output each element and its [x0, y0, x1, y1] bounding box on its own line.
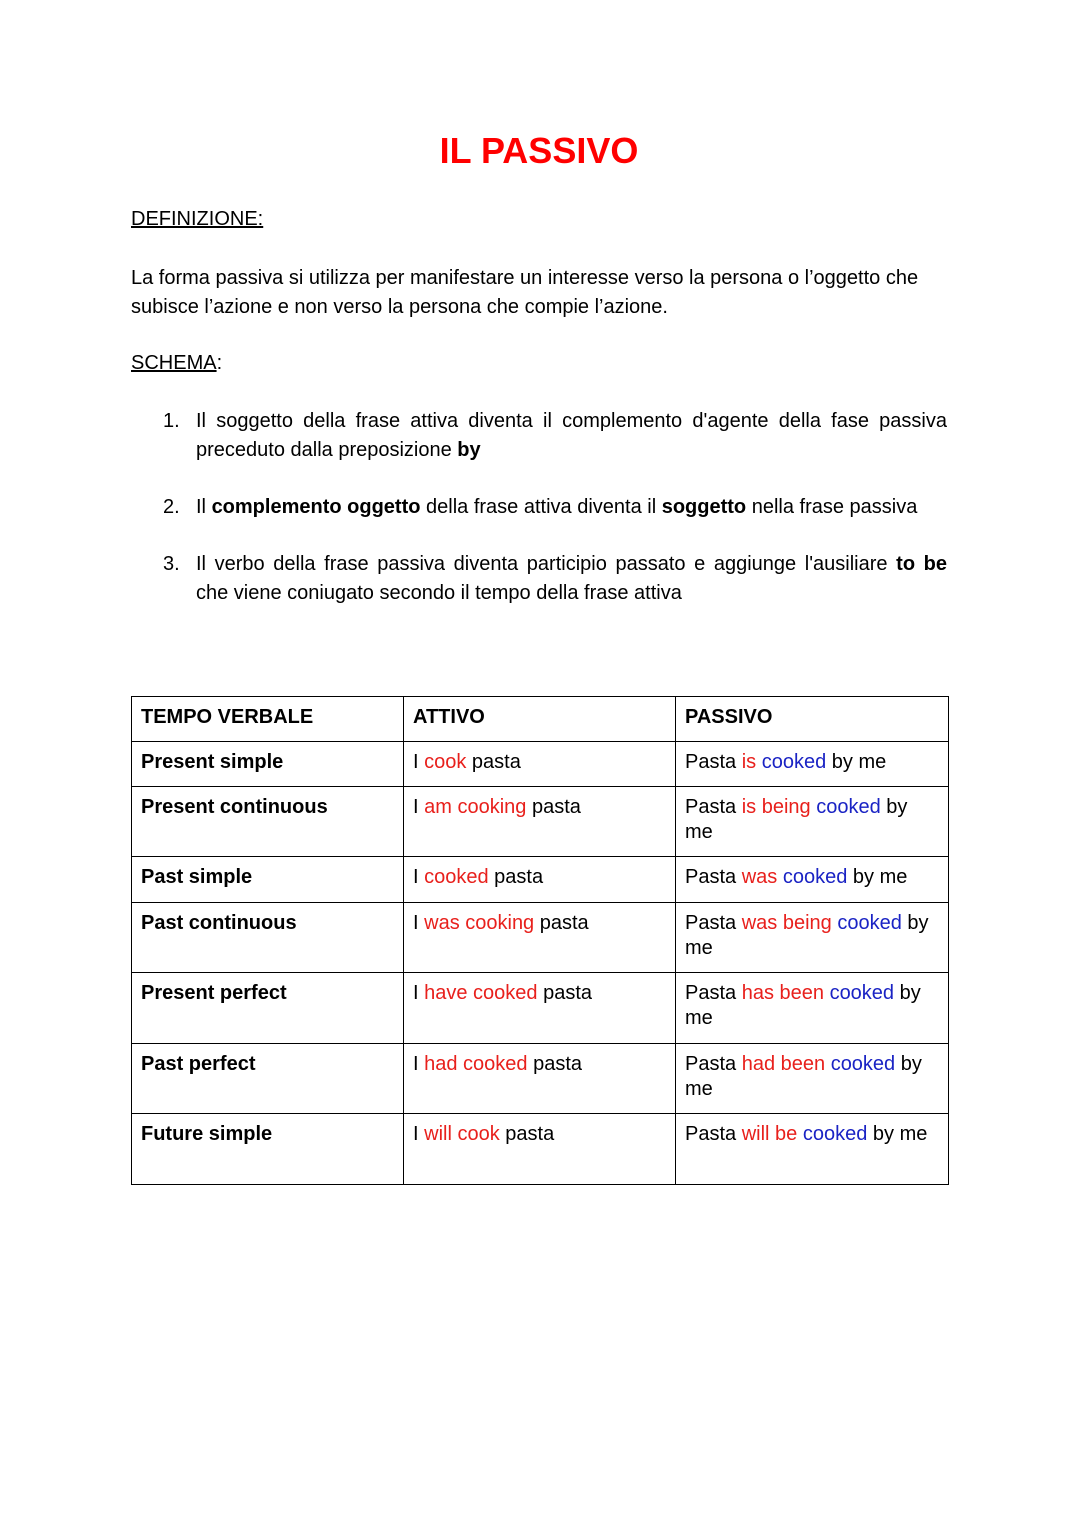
passive-participle: cooked	[761, 751, 827, 773]
active-verb: cook	[424, 751, 467, 773]
passive-participle: cooked	[829, 982, 895, 1004]
step-text: Il soggetto della frase attiva diventa il complemento d'agente della fase passiva preceduto dalla preposizione	[196, 410, 947, 461]
schema-steps-list	[131, 407, 947, 636]
active-cell	[404, 903, 676, 973]
table-row	[132, 903, 949, 973]
active-cell	[404, 973, 676, 1044]
active-object: pasta	[526, 796, 581, 818]
header-passivo: PASSIVO	[676, 697, 949, 742]
active-subject: I	[413, 751, 425, 773]
passive-agent: by me	[685, 982, 921, 1029]
active-subject: I	[413, 982, 425, 1004]
header-attivo: ATTIVO	[404, 697, 676, 742]
passive-agent: by me	[685, 912, 929, 959]
passive-participle: cooked	[782, 866, 848, 888]
tense-cell: Future simple	[132, 1114, 404, 1185]
passive-auxiliary: was being	[741, 912, 832, 934]
tense-cell: Past perfect	[132, 1044, 404, 1114]
table-header-row	[132, 697, 949, 742]
passive-subject: Pasta	[685, 1123, 742, 1145]
active-object: pasta	[527, 1053, 583, 1075]
passive-cell	[676, 742, 949, 787]
passive-cell	[676, 1114, 949, 1185]
table-row	[132, 857, 949, 903]
tense-cell: Past simple	[132, 857, 404, 903]
step-bold: complemento oggetto	[211, 496, 421, 518]
definition-text: La forma passiva si utilizza per manifestare un interesse verso la persona o l’oggetto che subisce l’azione e non verso la persona che compie l’azione.	[131, 267, 919, 318]
table-row	[132, 973, 949, 1044]
passive-auxiliary: was	[741, 866, 778, 888]
step-text: nella frase passiva	[746, 496, 918, 518]
step-text: Il verbo della frase passiva diventa participio passato e aggiunge l'ausiliare	[196, 553, 897, 575]
active-subject: I	[413, 1123, 425, 1145]
table-row	[132, 1114, 949, 1185]
active-verb: cooked	[424, 866, 489, 888]
tenses-table	[131, 696, 949, 1185]
passive-participle: cooked	[837, 912, 902, 934]
tense-cell: Present perfect	[132, 973, 404, 1044]
passive-subject: Pasta	[685, 751, 742, 773]
passive-participle: cooked	[802, 1123, 868, 1145]
passive-auxiliary: is being	[741, 796, 811, 818]
tense-cell: Present continuous	[132, 787, 404, 857]
passive-subject: Pasta	[685, 912, 742, 934]
passive-cell	[676, 787, 949, 857]
step-number: 3.	[163, 553, 180, 575]
step-bold: soggetto	[661, 496, 747, 518]
table-row	[132, 742, 949, 787]
passive-subject: Pasta	[685, 1053, 742, 1075]
tense-cell: Past continuous	[132, 903, 404, 973]
definition-heading-text: DEFINIZIONE:	[131, 208, 264, 230]
step-bold: by	[457, 439, 481, 461]
passive-subject: Pasta	[685, 866, 742, 888]
passive-subject: Pasta	[685, 796, 742, 818]
step-text: che viene coniugato secondo il tempo della frase attiva	[196, 582, 682, 604]
step-text: Il	[196, 496, 212, 518]
passive-cell	[676, 973, 949, 1044]
active-cell	[404, 1114, 676, 1185]
passive-agent: by me	[847, 866, 908, 888]
active-cell	[404, 742, 676, 787]
page-title: IL PASSIVO	[439, 130, 639, 171]
active-cell	[404, 1044, 676, 1114]
active-object: pasta	[499, 1123, 555, 1145]
active-object: pasta	[537, 982, 593, 1004]
schema-step-1	[131, 407, 947, 465]
passive-agent: by me	[826, 751, 887, 773]
active-verb: was cooking	[424, 912, 535, 934]
passive-participle: cooked	[830, 1053, 896, 1075]
active-subject: I	[413, 912, 425, 934]
schema-step-3	[131, 550, 947, 608]
table-row	[132, 787, 949, 857]
passive-cell	[676, 903, 949, 973]
active-verb: had cooked	[424, 1053, 528, 1075]
active-subject: I	[413, 796, 425, 818]
passive-auxiliary: has been	[741, 982, 824, 1004]
passive-cell	[676, 1044, 949, 1114]
active-verb: have cooked	[424, 982, 538, 1004]
schema-heading-text: SCHEMA	[131, 352, 217, 374]
passive-cell	[676, 857, 949, 903]
schema-heading-colon: :	[216, 352, 223, 374]
passive-subject: Pasta	[685, 982, 742, 1004]
active-object: pasta	[488, 866, 544, 888]
active-subject: I	[413, 866, 425, 888]
active-object: pasta	[466, 751, 521, 773]
definition-heading	[131, 206, 263, 232]
step-text: della frase attiva diventa il	[420, 496, 662, 518]
active-cell	[404, 857, 676, 903]
header-tempo-verbale: TEMPO VERBALE	[132, 697, 404, 742]
passive-agent: by me	[685, 1053, 922, 1100]
step-bold: to be	[896, 553, 947, 575]
passive-auxiliary: is	[741, 751, 757, 773]
schema-heading	[131, 350, 222, 376]
active-object: pasta	[534, 912, 589, 934]
tense-cell: Present simple	[132, 742, 404, 787]
table-row	[132, 1044, 949, 1114]
passive-agent: by me	[685, 796, 908, 843]
passive-auxiliary: will be	[741, 1123, 798, 1145]
passive-auxiliary: had been	[741, 1053, 826, 1075]
active-verb: am cooking	[424, 796, 527, 818]
schema-step-2	[131, 493, 947, 522]
active-verb: will cook	[424, 1123, 500, 1145]
active-subject: I	[413, 1053, 425, 1075]
step-number: 1.	[163, 410, 180, 432]
passive-agent: by me	[867, 1123, 928, 1145]
passive-participle: cooked	[816, 796, 881, 818]
active-cell	[404, 787, 676, 857]
step-number: 2.	[163, 496, 180, 518]
